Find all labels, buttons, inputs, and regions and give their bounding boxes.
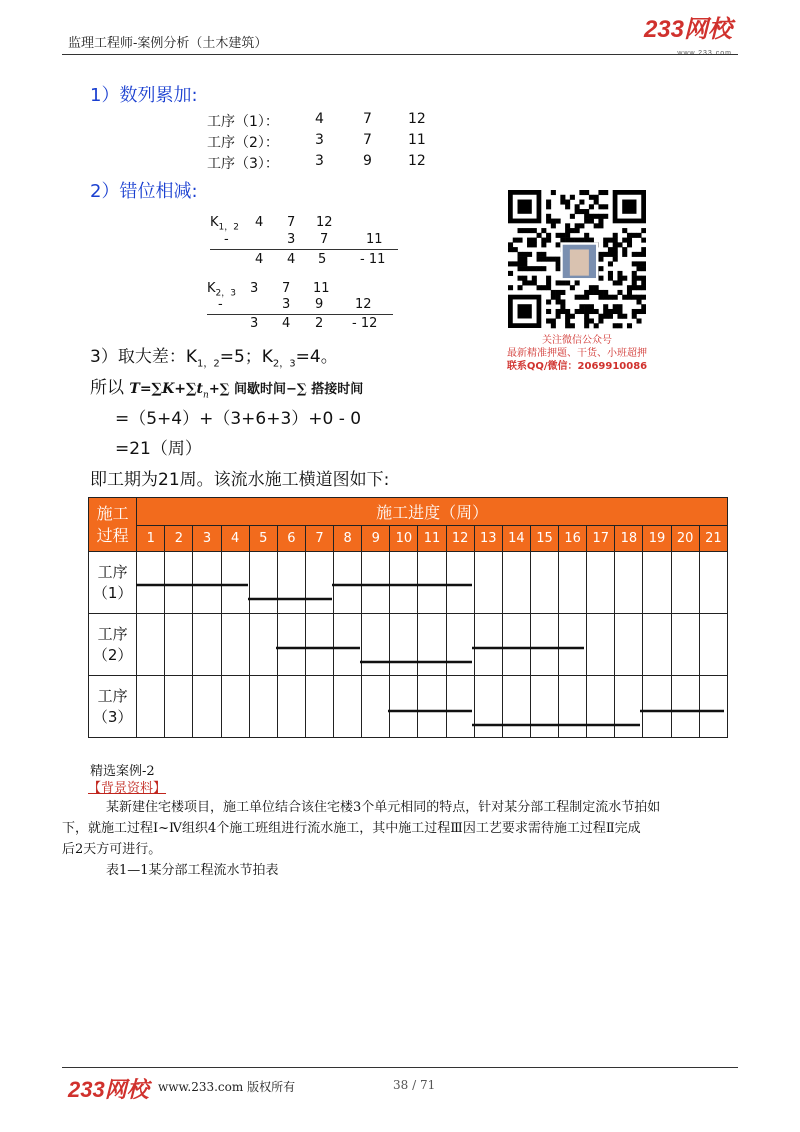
header-title: 监理工程师-案例分析（土木建筑） <box>68 36 268 51</box>
gantt-cell <box>699 552 727 614</box>
gantt-week-label: 6 <box>277 526 305 552</box>
gantt-cell <box>474 676 502 738</box>
gantt-process-num: （1） <box>92 583 133 602</box>
k12-result-value: 5 <box>318 252 327 267</box>
gantt-week-label: 1 <box>137 526 165 552</box>
formula-sub: n <box>203 390 209 401</box>
step3-conclusion: 即工期为21周。该流水施工横道图如下: <box>90 470 390 490</box>
gantt-cell <box>249 614 277 676</box>
gantt-cell <box>615 552 643 614</box>
gantt-cell <box>615 676 643 738</box>
k23-row1-value: 11 <box>313 281 330 296</box>
gantt-week-label: 15 <box>530 526 558 552</box>
qr-caption-line: 联系QQ/微信：2069910086 <box>506 361 648 372</box>
step1-value: 3 <box>315 153 324 169</box>
case2-section-heading: 【背景资料】 <box>88 781 167 796</box>
gantt-week-label: 3 <box>193 526 221 552</box>
step1-value: 11 <box>408 132 426 148</box>
k23-result-value: 2 <box>315 316 324 331</box>
step3-k12-val: =5；K <box>219 347 273 367</box>
k12-row1-value: 12 <box>316 215 333 230</box>
gantt-cell <box>165 552 193 614</box>
formula-line-2: =（5+4）+（3+6+3）+0 - 0 <box>115 409 362 429</box>
gantt-cell <box>418 676 446 738</box>
gantt-week-label: 10 <box>390 526 418 552</box>
step3-k23-val: =4。 <box>295 347 338 367</box>
k23-row2-value: 9 <box>315 297 324 312</box>
gantt-cell <box>530 552 558 614</box>
case2-para-line: 某新建住宅楼项目，施工单位结合该住宅楼3个单元相同的特点，针对某分部工程制定流水节拍如 <box>106 800 661 815</box>
gantt-cell <box>362 614 390 676</box>
gantt-week-row <box>89 526 728 552</box>
gantt-process-name: 工序 <box>97 686 128 705</box>
header-logo <box>644 18 732 66</box>
formula-main: T=∑K+∑t <box>129 381 204 397</box>
qr-caption <box>496 334 658 373</box>
header-logo-text: 233网校 <box>643 16 732 43</box>
k12-result-value: 4 <box>287 252 296 267</box>
k12-result-value: - 11 <box>360 252 386 267</box>
gantt-cell <box>530 676 558 738</box>
step1-value: 9 <box>363 153 372 169</box>
gantt-cell <box>305 614 333 676</box>
case2-para-line: 后2天方可进行。 <box>62 842 162 857</box>
step1-value: 3 <box>315 132 324 148</box>
footer-logo: 233网校 <box>68 1077 149 1102</box>
gantt-table <box>88 497 728 738</box>
gantt-cell <box>643 552 671 614</box>
gantt-cell <box>137 614 165 676</box>
k12-letter: K <box>210 215 219 230</box>
gantt-process-name: 工序 <box>97 624 128 643</box>
gantt-cell <box>559 676 587 738</box>
gantt-cell <box>615 614 643 676</box>
step1-row <box>207 153 426 174</box>
formula-mid: +∑ 间歇时间−∑ 搭接时间 <box>208 382 364 397</box>
step3-line <box>90 342 338 369</box>
gantt-process-row <box>89 676 728 738</box>
gantt-process-num: （2） <box>92 645 133 664</box>
gantt-cell <box>165 676 193 738</box>
gantt-cell <box>362 552 390 614</box>
gantt-cell <box>699 614 727 676</box>
gantt-cell <box>643 614 671 676</box>
gantt-week-label: 20 <box>671 526 699 552</box>
gantt-week-label: 9 <box>362 526 390 552</box>
gantt-cell <box>671 552 699 614</box>
k23-underline <box>207 314 393 315</box>
gantt-cell <box>559 614 587 676</box>
k23-row1-value: 3 <box>250 281 259 296</box>
gantt-cell <box>305 676 333 738</box>
gantt-cell <box>193 552 221 614</box>
k23-letter: K <box>207 281 216 296</box>
gantt-week-label: 4 <box>221 526 249 552</box>
gantt-week-label: 13 <box>474 526 502 552</box>
step1-value: 7 <box>363 111 372 127</box>
k23-row2-value: 12 <box>355 297 372 312</box>
gantt-week-label: 8 <box>334 526 362 552</box>
gantt-cell <box>334 552 362 614</box>
gantt-cell <box>643 676 671 738</box>
gantt-corner-line: 过程 <box>96 525 129 545</box>
page-number: 38 / 71 <box>393 1078 436 1092</box>
gantt-process-name: 工序 <box>97 562 128 581</box>
k12-row2-value: 11 <box>366 232 383 247</box>
gantt-corner <box>89 498 137 552</box>
k23-sub: 2，3 <box>215 288 236 299</box>
gantt-cell <box>362 676 390 738</box>
footer-rule <box>62 1067 738 1068</box>
gantt-cell <box>137 676 165 738</box>
step1-row-label: 工序（2）： <box>207 135 279 151</box>
gantt-week-label: 16 <box>559 526 587 552</box>
gantt-cell <box>699 676 727 738</box>
k12-row1-value: 4 <box>255 215 264 230</box>
header-logo-site: www.233.com <box>677 50 732 57</box>
gantt-week-label: 5 <box>249 526 277 552</box>
step1-value: 7 <box>363 132 372 148</box>
gantt-cell <box>334 614 362 676</box>
formula-line-3: =21（周） <box>115 439 202 459</box>
gantt-week-label: 12 <box>446 526 474 552</box>
gantt-corner-line: 施工 <box>96 503 129 523</box>
k12-row2-value: 3 <box>287 232 296 247</box>
footer-copyright: www.233.com 版权所有 <box>158 1080 296 1094</box>
gantt-process-label <box>89 614 137 676</box>
gantt-cell <box>446 552 474 614</box>
case2-para-line: 下，就施工过程Ⅰ~Ⅳ组织4个施工班组进行流水施工，其中施工过程Ⅲ因工艺要求需待施工过程Ⅱ完成 <box>62 821 641 836</box>
step1-row <box>207 132 426 153</box>
step3-k23-sub: 2，3 <box>272 358 296 370</box>
case2-paragraph <box>62 797 750 860</box>
gantt-week-label: 7 <box>305 526 333 552</box>
gantt-cell <box>587 676 615 738</box>
gantt-cell <box>559 552 587 614</box>
header-rule <box>62 54 738 55</box>
gantt-week-label: 18 <box>615 526 643 552</box>
qr-code <box>508 190 646 330</box>
gantt-week-label: 17 <box>587 526 615 552</box>
gantt-cell <box>277 614 305 676</box>
k12-row1-value: 7 <box>287 215 296 230</box>
gantt-cell <box>502 552 530 614</box>
k12-result-value: 4 <box>255 252 264 267</box>
gantt-cell <box>334 676 362 738</box>
case2-table-caption: 表1—1某分部工程流水节拍表 <box>106 863 279 878</box>
step1-title: 1）数列累加: <box>90 85 198 106</box>
gantt-cell <box>277 552 305 614</box>
gantt-cell <box>221 676 249 738</box>
step1-row-label: 工序（3）： <box>207 156 279 172</box>
gantt-cell <box>390 676 418 738</box>
gantt-week-label: 2 <box>165 526 193 552</box>
k23-label <box>207 281 236 299</box>
gantt-cell <box>390 614 418 676</box>
k12-minus: - <box>224 232 229 247</box>
step3-k12-sub: 1，2 <box>196 358 220 370</box>
gantt-process-label <box>89 676 137 738</box>
gantt-cell <box>193 614 221 676</box>
formula-prefix: 所以 <box>90 378 124 398</box>
gantt-week-label: 11 <box>418 526 446 552</box>
gantt-process-label <box>89 552 137 614</box>
k23-result-value: 4 <box>282 316 291 331</box>
gantt-cell <box>474 614 502 676</box>
k12-row2-value: 7 <box>320 232 329 247</box>
gantt-progress-header: 施工进度（周） <box>137 498 728 526</box>
gantt-cell <box>165 614 193 676</box>
gantt-cell <box>221 614 249 676</box>
step1-value: 4 <box>315 111 324 127</box>
gantt-cell <box>587 552 615 614</box>
step1-table <box>207 111 426 174</box>
step1-value: 12 <box>408 153 426 169</box>
gantt-cell <box>474 552 502 614</box>
gantt-cell <box>418 614 446 676</box>
gantt-cell <box>249 552 277 614</box>
gantt-cell <box>587 614 615 676</box>
step1-value: 12 <box>408 111 426 127</box>
gantt-cell <box>418 552 446 614</box>
gantt-cell <box>221 552 249 614</box>
gantt-week-label: 14 <box>502 526 530 552</box>
qr-caption-line: 最新精准押题、干货、小班超押 <box>507 348 647 359</box>
gantt-week-label: 21 <box>699 526 727 552</box>
k23-row2-value: 3 <box>282 297 291 312</box>
gantt-cell <box>390 552 418 614</box>
gantt-chart <box>88 497 728 738</box>
gantt-cell <box>137 552 165 614</box>
k23-result-value: 3 <box>250 316 259 331</box>
gantt-process-row <box>89 552 728 614</box>
gantt-cell <box>277 676 305 738</box>
k12-underline <box>210 249 398 250</box>
qr-caption-line: 关注微信公众号 <box>542 335 612 346</box>
gantt-process-num: （3） <box>92 707 133 726</box>
gantt-cell <box>671 614 699 676</box>
step3-prefix: 3）取大差：K <box>90 347 197 367</box>
gantt-cell <box>502 614 530 676</box>
k23-minus: - <box>218 297 223 312</box>
k23-row1-value: 7 <box>282 281 291 296</box>
gantt-cell <box>305 552 333 614</box>
step1-row <box>207 111 426 132</box>
gantt-cell <box>446 676 474 738</box>
gantt-cell <box>502 676 530 738</box>
step2-title: 2）错位相减: <box>90 181 198 202</box>
k12-sub: 1，2 <box>218 222 239 233</box>
step1-row-label: 工序（1）： <box>207 114 279 130</box>
formula-line <box>90 373 363 400</box>
qr-code-icon <box>508 190 646 330</box>
gantt-cell <box>193 676 221 738</box>
gantt-cell <box>249 676 277 738</box>
gantt-week-label: 19 <box>643 526 671 552</box>
k23-result-value: - 12 <box>352 316 378 331</box>
k12-label <box>210 215 239 233</box>
gantt-cell <box>671 676 699 738</box>
gantt-cell <box>530 614 558 676</box>
gantt-process-row <box>89 614 728 676</box>
gantt-cell <box>446 614 474 676</box>
case2-title: 精选案例-2 <box>90 764 155 779</box>
